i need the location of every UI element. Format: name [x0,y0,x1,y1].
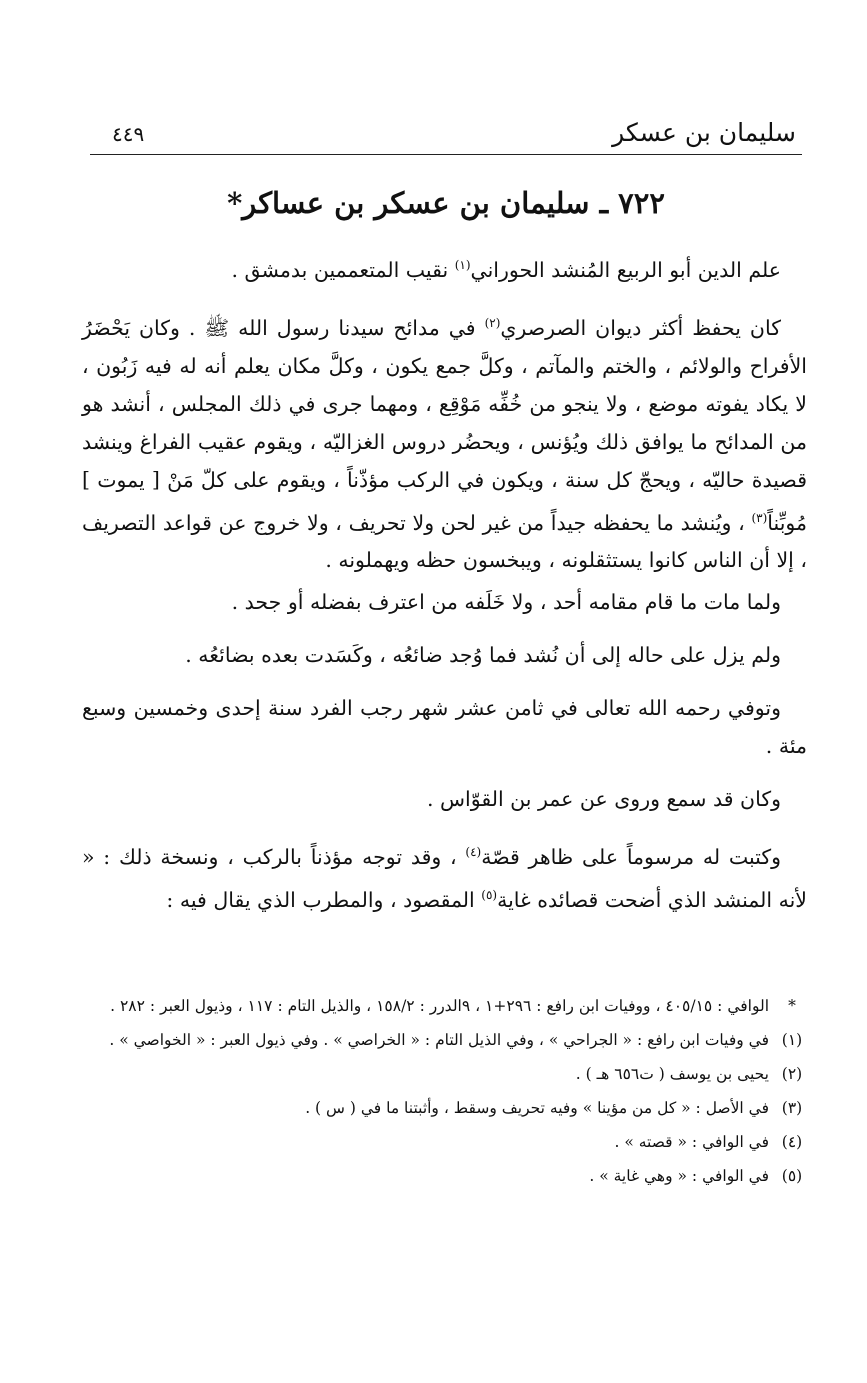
paragraph-text: نقيب المتعممين بدمشق . [231,257,455,282]
paragraph-4: ولم يزل على حاله إلى أن نُشد فما وُجد ضائعُه ، وكَسَدت بعده بضائعُه . [185,643,781,668]
footnote-mark: * [788,997,796,1015]
footnote-text: في الأصل : « كل من مؤينا » وفيه تحريف وسقط ، وأثبتنا ما في ( س ) . [305,1099,769,1117]
paragraph-5: وتوفي رحمه الله تعالى في ثامن عشر شهر رجب الفرد سنة إحدى وخمسين وسبع مئة . [82,696,807,759]
paragraph-text: علم الدين أبو الربيع المُنشد الحوراني [470,257,781,282]
main-text [82,246,807,934]
footnote-mark: (٥) [781,1167,803,1185]
paragraph-6: وكان قد سمع وروى عن عمر بن القوّاس . [426,787,781,812]
footnote-ref: (٤) [465,845,482,860]
footnote-mark: (١) [781,1031,803,1049]
footnote-text: في الوافي : « وهي غاية » . [589,1167,769,1185]
footnote-ref: (١) [454,258,471,272]
footnote-ref: (٣) [751,510,768,525]
paragraph-text: المقصود ، والمطرب الذي يقال فيه : [166,888,482,913]
entry-title: ٧٢٢ ـ سليمان بن عسكر بن عساكر* [227,186,665,220]
footnote-mark: (٤) [781,1133,803,1151]
footnote [82,1128,807,1156]
running-head [90,112,802,155]
running-head-title: سليمان بن عسكر [612,118,796,147]
footnote-mark: (٢) [781,1065,803,1083]
page-number: ٤٤٩ [112,122,145,146]
footnote-text: في الوافي : « قصته » . [614,1133,769,1151]
footnote [82,1162,807,1190]
paragraph-text: ، وقد توجه مؤذناً بالركب ، ونسخة ذلك : « لأنه المنشد الذي أضحت قصائده غاية [82,845,807,913]
paragraph-text: وكتبت له مرسوماً على ظاهر قصّة [481,845,781,870]
footnote-mark: (٣) [781,1099,803,1117]
footnote-text: الوافي : ٤٠٥/١٥ ، ووفيات ابن رافع : ٢٩٦+١ ، ٩الدرر : ١٥٨/٢ ، والذيل التام : ١١٧ ، وذيول العبر : ٢٨٢ . [110,997,769,1015]
paragraph-3: ولما مات ما قام مقامه أحد ، ولا خَلَفه من اعترف بفضله أو جحد . [231,590,781,615]
footnote [82,992,807,1020]
footnote-text: يحيى بن يوسف ( ت٦٥٦ هـ ) . [575,1065,769,1083]
footnote-ref: (٢) [484,315,501,330]
footnote-text: في وفيات ابن رافع : « الجراحي » ، وفي الذيل التام : « الخراصي » . وفي ذيول العبر : « الخواصي » . [109,1031,769,1049]
paragraph-2 [82,304,807,580]
footnote [82,1094,807,1122]
footnotes [82,992,807,1196]
paragraph-text: ، ويُنشد ما يحفظه جيداً من غير لحن ولا تحريف ، ولا خروج عن قواعد التصريف ، إلا أن الناس كانوا يستثقلونه ، ويبخسون حظه ويهملونه . [82,510,807,573]
paragraph-1 [82,246,807,289]
paragraph-text: كان يحفظ أكثر ديوان الصرصري [500,315,781,340]
footnote [82,1026,807,1054]
paragraph-text: في مدائح سيدنا رسول الله ﷺ . وكان يَحْضَرُ الأفراح والولائم ، والختم والمآتم ، وكلَّ جمع يكون ، وكلَّ مكان يعلم أنه له فيه زَبُون ، لا يكاد يفوته موضع ، ولا ينجو من خُفِّه مَوْقِع ، ومهما جرى في ذلك المجلس ، أنشد هو من المدائح ما يوافق ذلك ويُؤنس ، ويحضُر دروس الغزاليّه ، ويقوم عقيب الفراغ وينشد قصيدة حاليّه ، ويحجّ كل سنة ، ويكون في الركب مؤذّناً ، ويقوم على كلّ مَنْ [ يموت ] مُوبِّناً [82,315,807,535]
paragraph-7 [82,833,807,919]
footnote-ref: (٥) [481,888,498,903]
footnote [82,1060,807,1088]
